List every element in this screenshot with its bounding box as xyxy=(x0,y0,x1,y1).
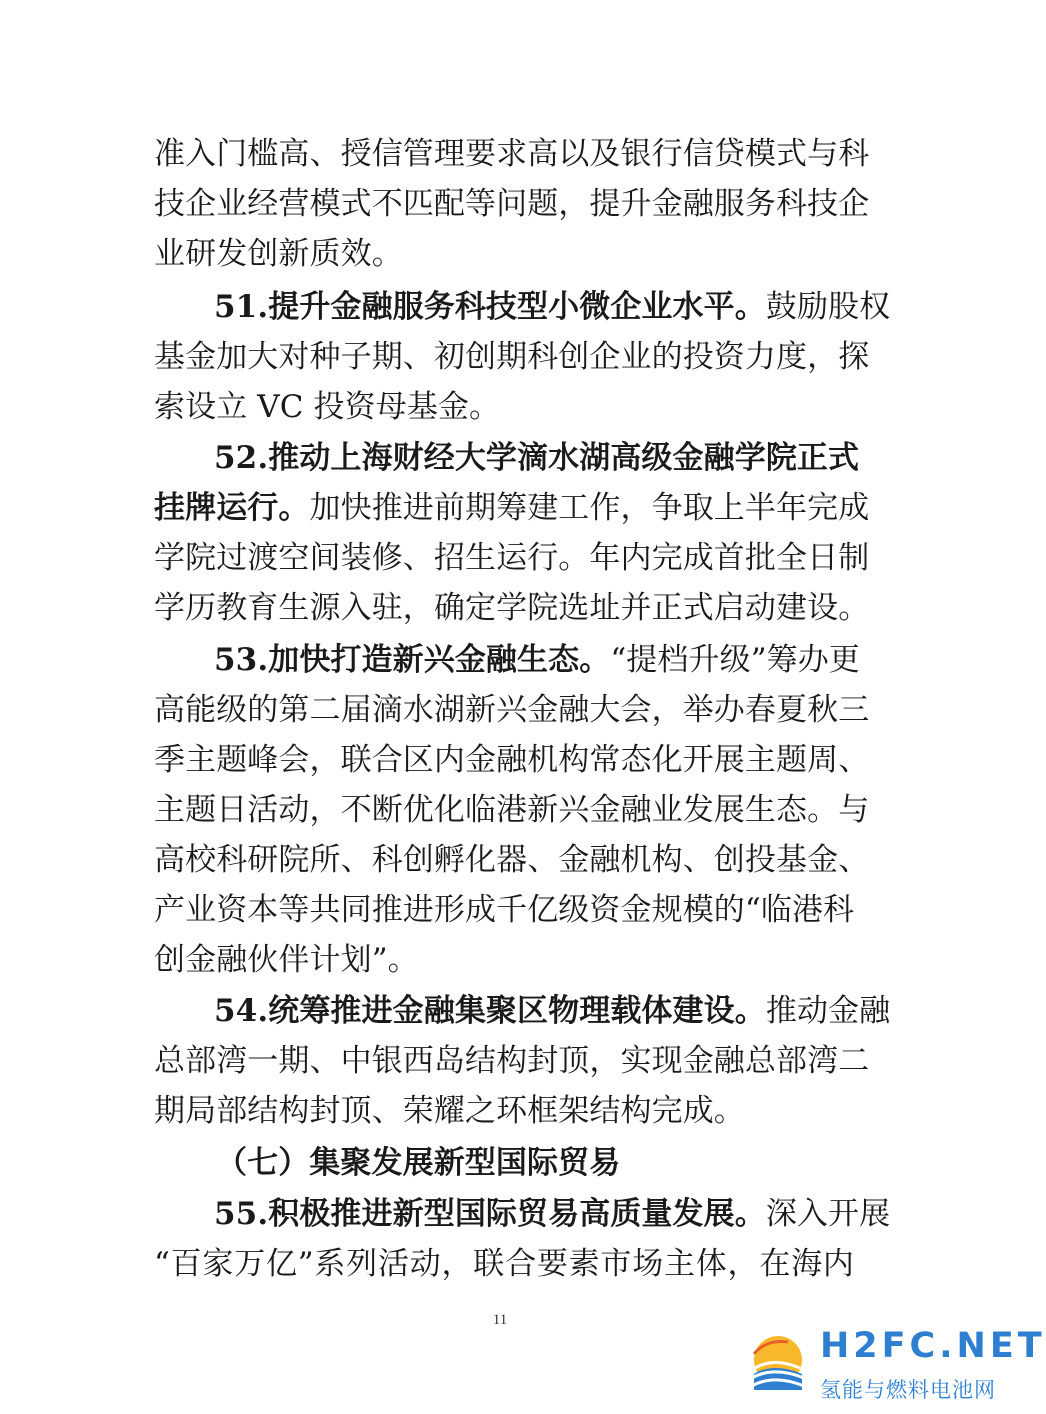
item-52-heading-line xyxy=(214,438,860,478)
item-54-heading: 54.统筹推进金融集聚区物理载体建设。 xyxy=(214,993,766,1029)
paragraph-line: 学院过渡空间装修、招生运行。年内完成首批全日制 xyxy=(154,540,870,576)
item-55-heading: 55.积极推进新型国际贸易高质量发展。 xyxy=(214,1196,766,1232)
item-52-text: 加快推进前期筹建工作，争取上半年完成 xyxy=(309,490,870,526)
paragraph-line: 总部湾一期、中银西岛结构封顶，实现金融总部湾二 xyxy=(154,1043,870,1079)
item-54-text: 推动金融 xyxy=(765,993,891,1029)
paragraph-line: 学历教育生源入驻，确定学院选址并正式启动建设。 xyxy=(154,590,870,626)
item-53-line xyxy=(214,640,860,680)
paragraph-line: 业研发创新质效。 xyxy=(154,236,403,272)
page-number: 11 xyxy=(492,1312,508,1328)
paragraph-line: 技企业经营模式不匹配等问题，提升金融服务科技企 xyxy=(154,186,870,222)
item-52-heading: 52.推动上海财经大学滴水湖高级金融学院正式 xyxy=(214,440,860,476)
section-heading: （七）集聚发展新型国际贸易 xyxy=(216,1145,621,1181)
paragraph-line: 索设立 VC 投资母基金。 xyxy=(154,389,501,425)
item-51-heading: 51.提升金融服务科技型小微企业水平。 xyxy=(214,289,766,325)
watermark-subtitle: 氢能与燃料电池网 xyxy=(820,1378,996,1402)
item-53-heading: 53.加快打造新兴金融生态。 xyxy=(214,642,611,678)
paragraph-line: 高能级的第二届滴水湖新兴金融大会，举办春夏秋三 xyxy=(154,692,870,728)
paragraph-line: 基金加大对种子期、初创期科创企业的投资力度，探 xyxy=(154,339,870,375)
item-55-text: 深入开展 xyxy=(765,1196,891,1232)
item-52-line xyxy=(154,488,870,528)
paragraph-line: 季主题峰会，联合区内金融机构常态化开展主题周、 xyxy=(154,742,870,778)
paragraph-line: 产业资本等共同推进形成千亿级资金规模的“临港科 xyxy=(154,892,855,928)
item-52-heading-cont: 挂牌运行。 xyxy=(154,490,310,526)
item-54-line xyxy=(214,991,891,1031)
item-51-line xyxy=(214,287,891,327)
paragraph-line: 准入门槛高、授信管理要求高以及银行信贷模式与科 xyxy=(154,136,870,172)
item-53-text: “提档升级”筹办更 xyxy=(610,642,860,678)
paragraph-line: 高校科研院所、科创孵化器、金融机构、创投基金、 xyxy=(154,842,870,878)
item-55-line xyxy=(214,1194,891,1234)
paragraph-line: “百家万亿”系列活动，联合要素市场主体，在海内 xyxy=(154,1246,854,1282)
paragraph-line: 创金融伙伴计划”。 xyxy=(154,942,419,978)
item-51-text: 鼓励股权 xyxy=(765,289,891,325)
watermark-brand: H2FC.NET xyxy=(820,1326,1046,1366)
paragraph-line: 主题日活动，不断优化临港新兴金融业发展生态。与 xyxy=(154,792,870,828)
paragraph-line: 期局部结构封顶、荣耀之环框架结构完成。 xyxy=(154,1093,745,1129)
